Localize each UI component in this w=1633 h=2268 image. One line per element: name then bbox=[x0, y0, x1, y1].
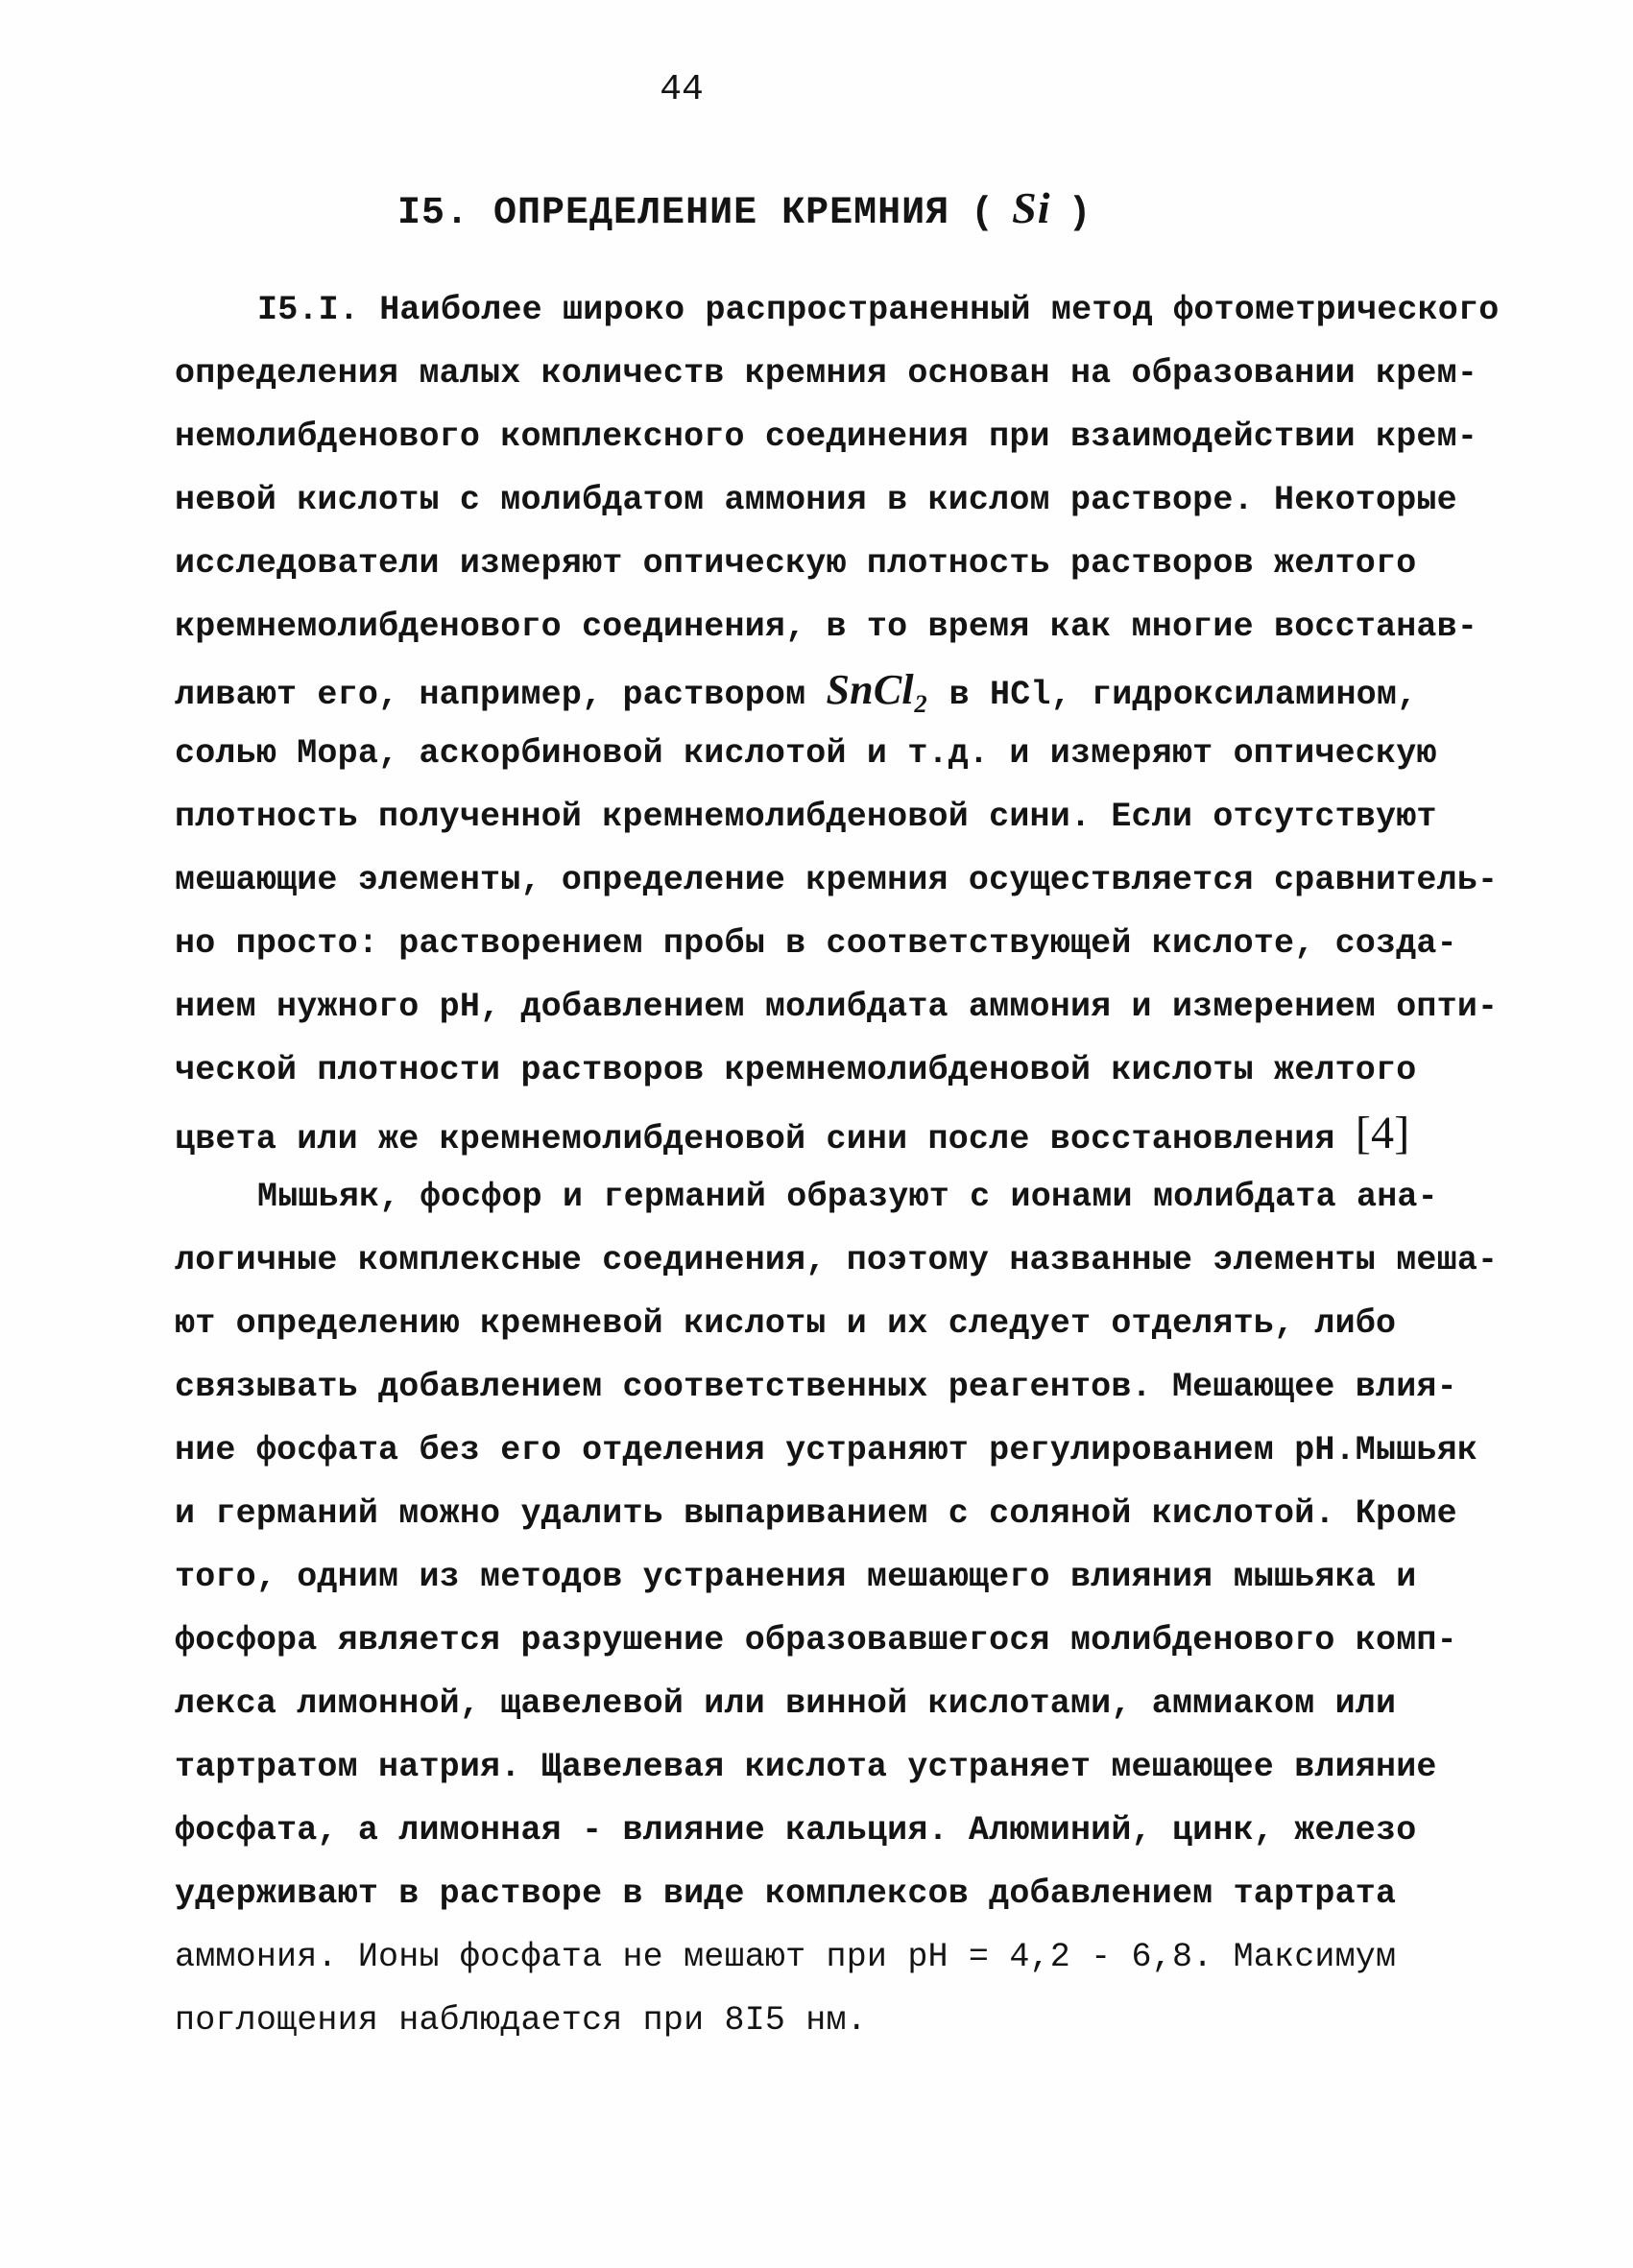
section-number: I5. bbox=[397, 192, 470, 235]
text-line: фосфата, а лимонная - влияние кальция. Алюминий, цинк, железо bbox=[175, 1811, 1417, 1850]
text-line: солью Мора, аскорбиновой кислотой и т.д. и измеряют оптическую bbox=[175, 734, 1437, 773]
text-line: нием нужного pH, добавлением молибдата аммония и измерением опти- bbox=[175, 988, 1499, 1026]
section-open-paren: ( bbox=[971, 192, 996, 235]
page-number: 44 bbox=[660, 69, 704, 110]
text-line: фосфора является разрушение образовавшегося молибденового комп- bbox=[175, 1621, 1457, 1659]
section-title bbox=[397, 182, 1093, 235]
text-fragment: в HCl, гидроксиламином, bbox=[928, 676, 1418, 714]
text-line: I5.I. Наиболее широко распространенный метод фотометрического bbox=[257, 291, 1500, 329]
text-line: немолибденового комплексного соединения при взаимодействии крем- bbox=[175, 418, 1478, 456]
text-line: ние фосфата без его отделения устраняют регулированием pH.Мышьяк bbox=[175, 1431, 1478, 1469]
section-close-paren: ) bbox=[1068, 192, 1093, 235]
text-line: исследователи измеряют оптическую плотность растворов желтого bbox=[175, 544, 1417, 583]
formula: SnCl₂ bbox=[826, 666, 929, 713]
text-line: поглощения наблюдается при 8I5 нм. bbox=[175, 2001, 867, 2040]
text-line: невой кислоты с молибдатом аммония в кислом растворе. Некоторые bbox=[175, 481, 1457, 519]
text-line bbox=[175, 1102, 1480, 1165]
text-line: аммония. Ионы фосфата не мешают при pH = 4,2 - 6,8. Максимум bbox=[175, 1938, 1397, 1976]
text-line: того, одним из методов устранения мешающего влияния мышьяка и bbox=[175, 1558, 1417, 1596]
reference-marker: [4] bbox=[1355, 1108, 1410, 1158]
text-line: удерживают в растворе в виде комплексов добавлением тартрата bbox=[175, 1874, 1397, 1913]
text-line: и германий можно удалить выпариванием с соляной кислотой. Кроме bbox=[175, 1494, 1457, 1533]
text-line: лекса лимонной, щавелевой или винной кислотами, аммиаком или bbox=[175, 1684, 1397, 1723]
text-fragment: цвета или же кремнемолибденовой сини после восстановления bbox=[175, 1120, 1356, 1158]
text-line: связывать добавлением соответственных реагентов. Мешающее влия- bbox=[175, 1368, 1457, 1406]
element-symbol: Si bbox=[1012, 183, 1051, 232]
text-line bbox=[175, 658, 1480, 722]
text-line: Мышьяк, фосфор и германий образуют с ионами молибдата ана- bbox=[257, 1178, 1438, 1216]
text-line: тартратом натрия. Щавелевая кислота устраняет мешающее влияние bbox=[175, 1748, 1437, 1786]
body-text bbox=[175, 278, 1500, 2052]
text-line: плотность полученной кремнемолибденовой сини. Если отсутствуют bbox=[175, 798, 1437, 836]
text-line: кремнемолибденового соединения, в то время как многие восстанав- bbox=[175, 608, 1478, 646]
text-line: логичные комплексные соединения, поэтому названные элементы меша- bbox=[175, 1241, 1499, 1279]
text-fragment: ливают его, например, раствором bbox=[175, 676, 827, 714]
text-line: мешающие элементы, определение кремния осуществляется сравнитель- bbox=[175, 861, 1499, 899]
text-line: но просто: растворением пробы в соответствующей кислоте, созда- bbox=[175, 924, 1457, 963]
text-line: определения малых количеств кремния основан на образовании крем- bbox=[175, 354, 1478, 393]
text-line: ют определению кремневой кислоты и их следует отделять, либо bbox=[175, 1304, 1397, 1343]
section-title-text: ОПРЕДЕЛЕНИЕ КРЕМНИЯ bbox=[493, 192, 950, 235]
text-line: ческой плотности растворов кремнемолибденовой кислоты желтого bbox=[175, 1051, 1417, 1089]
